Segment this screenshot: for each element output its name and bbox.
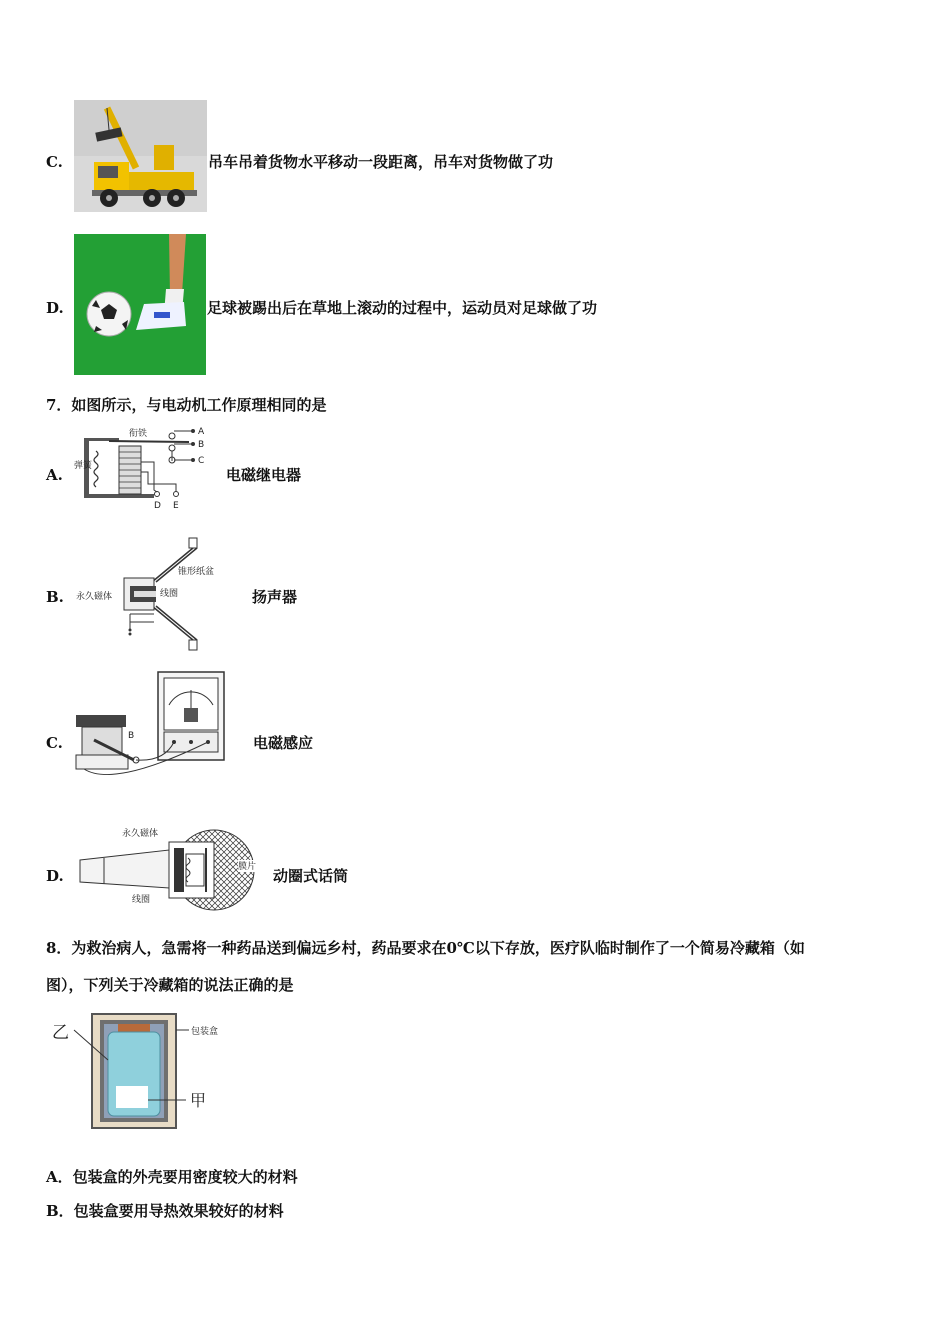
speaker-diagram: [74, 536, 234, 652]
q7-option-d-label: D.: [46, 867, 64, 885]
relay-terminal-a: A: [198, 427, 205, 437]
q7-option-c-text: 电磁感应: [253, 734, 314, 752]
relay-terminal-e: E: [173, 501, 179, 511]
speaker-magnet-label: 永久磁体: [76, 592, 113, 602]
relay-spring-label: 弹簧: [74, 461, 93, 471]
q8-stem-line1: 8．为救治病人，急需将一种药品送到偏远乡村，药品要求在0℃以下存放，医疗队临时制作了一个简易冷藏箱（如: [46, 939, 805, 957]
q7-option-d-text: 动圈式话筒: [273, 867, 349, 885]
q7-option-c-label: C.: [46, 734, 63, 752]
q8-option-b: B．包装盒要用导热效果较好的材料: [46, 1202, 284, 1220]
microphone-magnet-label: 永久磁体: [122, 829, 159, 839]
relay-armature-label: 衔铁: [129, 429, 148, 439]
relay-diagram: [74, 426, 214, 512]
relay-terminal-d: D: [154, 501, 161, 511]
speaker-coil-label: 线圈: [160, 589, 179, 599]
induction-b-label: B: [128, 731, 135, 741]
cold-box-jia-label: 甲: [190, 1091, 207, 1110]
microphone-coil-label: 线圈: [132, 895, 151, 905]
q6-option-c-text: 吊车吊着货物水平移动一段距离，吊车对货物做了功: [208, 153, 554, 171]
q6-option-d-label: D.: [46, 299, 64, 317]
microphone-diaphragm-label: 膜片: [238, 862, 257, 872]
cold-box-box-label: 包装盒: [191, 1027, 219, 1037]
q7-stem: 7．如图所示，与电动机工作原理相同的是: [46, 396, 327, 414]
q7-option-b-label: B.: [46, 588, 64, 606]
crane-truck-image: [74, 100, 207, 212]
q8-option-a: A．包装盒的外壳要用密度较大的材料: [46, 1168, 298, 1186]
q7-option-b-text: 扬声器: [252, 588, 298, 606]
soccer-kick-image: [74, 234, 206, 375]
q7-option-a-label: A.: [46, 466, 63, 484]
cold-box-yi-label: 乙: [52, 1023, 69, 1043]
relay-terminal-c: C: [198, 456, 205, 466]
q6-option-c-label: C.: [46, 153, 63, 171]
relay-terminal-b: B: [198, 440, 205, 450]
microphone-diagram: [74, 822, 260, 916]
q8-stem-line2: 图），下列关于冷藏箱的说法正确的是: [46, 976, 294, 994]
speaker-cone-label: 锥形纸盆: [178, 567, 215, 577]
induction-diagram: [74, 670, 228, 790]
q6-option-d-text: 足球被踢出后在草地上滚动的过程中，运动员对足球做了功: [207, 299, 598, 317]
cold-box-diagram: [44, 1008, 234, 1132]
q7-option-a-text: 电磁继电器: [226, 466, 302, 484]
